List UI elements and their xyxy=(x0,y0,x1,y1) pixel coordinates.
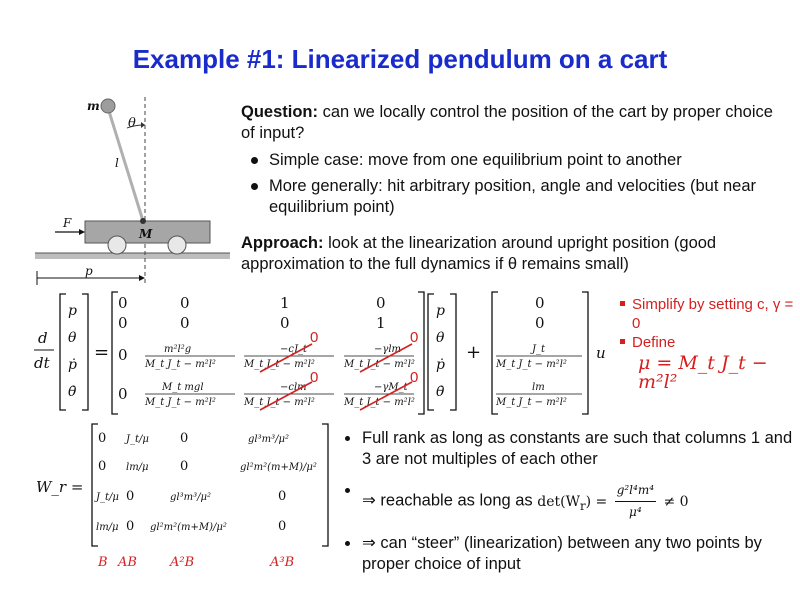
force-label: F xyxy=(63,216,72,230)
svg-text:0: 0 xyxy=(98,431,107,446)
svg-text:0: 0 xyxy=(118,385,128,403)
list-item: Simplify by setting c, γ = 0 xyxy=(618,295,798,333)
state-pdot: ṗ xyxy=(68,357,77,373)
svg-text:ṗ: ṗ xyxy=(436,357,445,373)
svg-text:0: 0 xyxy=(180,431,189,446)
svg-text:gl³m³/μ²: gl³m³/μ² xyxy=(248,434,289,445)
length-label: l xyxy=(115,156,119,170)
svg-text:0: 0 xyxy=(118,346,128,364)
bullet-icon xyxy=(345,436,350,441)
svg-text:0: 0 xyxy=(126,519,135,534)
question-lead: Question: xyxy=(241,103,318,121)
page-title: Example #1: Linearized pendulum on a cart xyxy=(132,44,668,74)
approach-block xyxy=(241,233,786,275)
bottom-notes xyxy=(343,428,793,585)
list-item: More generally: hit arbitrary position, angle and velocities (but near equilibrium point) xyxy=(241,176,781,218)
red-zero-A43: 0 xyxy=(310,369,319,386)
svg-text:−cJ_t: −cJ_t xyxy=(280,344,308,355)
input-u: u xyxy=(596,344,606,362)
approach-lead: Approach: xyxy=(241,234,324,252)
list-item: Define xyxy=(618,333,798,352)
bullet-icon xyxy=(620,301,625,306)
red-zero-A33: 0 xyxy=(310,329,319,346)
state-thetadot: θ̇ xyxy=(68,384,77,400)
svg-text:−clm: −clm xyxy=(280,382,307,393)
svg-text:0: 0 xyxy=(280,314,290,332)
svg-text:0: 0 xyxy=(180,459,189,474)
svg-text:0: 0 xyxy=(376,294,386,312)
mu-definition: μ = M_t J_t − m²l² xyxy=(638,352,768,393)
svg-text:θ: θ xyxy=(436,330,445,346)
svg-text:m²l²g: m²l²g xyxy=(164,344,192,355)
svg-text:M_t J_t − m²l²: M_t J_t − m²l² xyxy=(496,359,567,370)
svg-text:0: 0 xyxy=(535,294,545,312)
bullet-icon xyxy=(345,488,350,493)
svg-text:lm/μ: lm/μ xyxy=(96,522,119,533)
col-label-a2b: A²B xyxy=(170,555,195,570)
svg-text:J_t/μ: J_t/μ xyxy=(96,492,119,503)
svg-text:J_t: J_t xyxy=(532,344,546,355)
reachability-matrix xyxy=(30,420,340,585)
svg-text:1: 1 xyxy=(376,314,386,332)
col-label-ab: AB xyxy=(118,555,137,570)
svg-text:0: 0 xyxy=(278,519,287,534)
list-item: Full rank as long as constants are such that columns 1 and 3 are not multiples of each other xyxy=(343,428,793,470)
svg-text:gl²m²(m+M)/μ²: gl²m²(m+M)/μ² xyxy=(150,522,227,533)
svg-text:0: 0 xyxy=(180,314,190,332)
plus-sign: + xyxy=(466,342,482,363)
list-item: ⇒ reachable as long as $\det(W_r)$ = $\frac{\text{g²l⁴m⁴}}{\text{μ⁴}}$ ≠ 0 xyxy=(343,480,793,523)
svg-text:0: 0 xyxy=(535,314,545,332)
pendulum-bob xyxy=(101,99,115,113)
state-theta: θ xyxy=(68,330,77,346)
col-label-b: B xyxy=(98,555,108,570)
approach-text: look at the linearization around upright position (good approximation to the full dynamics if θ remains small) xyxy=(241,234,717,273)
side-notes xyxy=(618,295,798,392)
svg-text:1: 1 xyxy=(280,294,290,312)
red-zero-A44: 0 xyxy=(410,369,419,386)
pivot xyxy=(140,218,146,224)
svg-text:gl²m²(m+M)/μ²: gl²m²(m+M)/μ² xyxy=(240,462,317,473)
list-item: Simple case: move from one equilibrium point to another xyxy=(241,150,781,171)
svg-text:0: 0 xyxy=(98,459,107,474)
col-label-a3b: A³B xyxy=(270,555,295,570)
linearized-equation xyxy=(30,288,610,418)
svg-text:0: 0 xyxy=(278,489,287,504)
equals-sign: = xyxy=(94,342,110,363)
mass-label: m xyxy=(87,99,100,113)
svg-text:0: 0 xyxy=(118,294,128,312)
pendulum-cart-figure xyxy=(35,95,230,290)
svg-text:J_t/μ: J_t/μ xyxy=(126,434,149,445)
ground xyxy=(35,253,230,259)
svg-text:M_t J_t − m²l²: M_t J_t − m²l² xyxy=(244,397,315,408)
red-zero-A34: 0 xyxy=(410,329,419,346)
svg-text:M_t J_t − m²l²: M_t J_t − m²l² xyxy=(145,397,216,408)
svg-text:M_t J_t − m²l²: M_t J_t − m²l² xyxy=(145,359,216,370)
bullet-icon xyxy=(345,541,350,546)
svg-text:−γlm: −γlm xyxy=(374,344,402,355)
question-bullets xyxy=(241,150,781,218)
svg-text:M_t J_t − m²l²: M_t J_t − m²l² xyxy=(344,397,415,408)
question-text: can we locally control the position of the cart by proper choice of input? xyxy=(241,103,773,142)
svg-text:lm/μ: lm/μ xyxy=(126,462,149,473)
right-wheel xyxy=(168,236,186,254)
dt-label: dt xyxy=(34,354,50,372)
position-label: p xyxy=(85,264,93,278)
svg-text:0: 0 xyxy=(118,314,128,332)
svg-text:−γM_t: −γM_t xyxy=(374,382,408,393)
d-label: d xyxy=(38,329,48,347)
svg-text:M_t mgl: M_t mgl xyxy=(162,382,204,393)
theta-label: θ xyxy=(128,116,136,131)
list-item: ⇒ can “steer” (linearization) between any two points by proper choice of input xyxy=(343,533,793,575)
bullet-icon xyxy=(251,157,258,164)
question-block xyxy=(241,102,781,223)
svg-text:p: p xyxy=(436,303,445,319)
svg-text:0: 0 xyxy=(180,294,190,312)
wr-lhs: W_r = xyxy=(36,478,84,496)
svg-text:M_t J_t − m²l²: M_t J_t − m²l² xyxy=(244,359,315,370)
svg-text:θ̇: θ̇ xyxy=(436,384,445,400)
svg-text:0: 0 xyxy=(126,489,135,504)
left-wheel xyxy=(108,236,126,254)
bullet-icon xyxy=(251,183,258,190)
cart-label: M xyxy=(139,227,153,241)
svg-text:M_t J_t − m²l²: M_t J_t − m²l² xyxy=(496,397,567,408)
state-p: p xyxy=(68,303,77,319)
svg-text:lm: lm xyxy=(532,382,545,393)
svg-text:gl³m³/μ²: gl³m³/μ² xyxy=(170,492,211,503)
svg-text:M_t J_t − m²l²: M_t J_t − m²l² xyxy=(344,359,415,370)
det-condition: $\det(W_r)$ = $\frac{\text{g²l⁴m⁴}}{\text{μ⁴}}$ ≠ 0 xyxy=(537,494,688,510)
bullet-icon xyxy=(620,339,625,344)
